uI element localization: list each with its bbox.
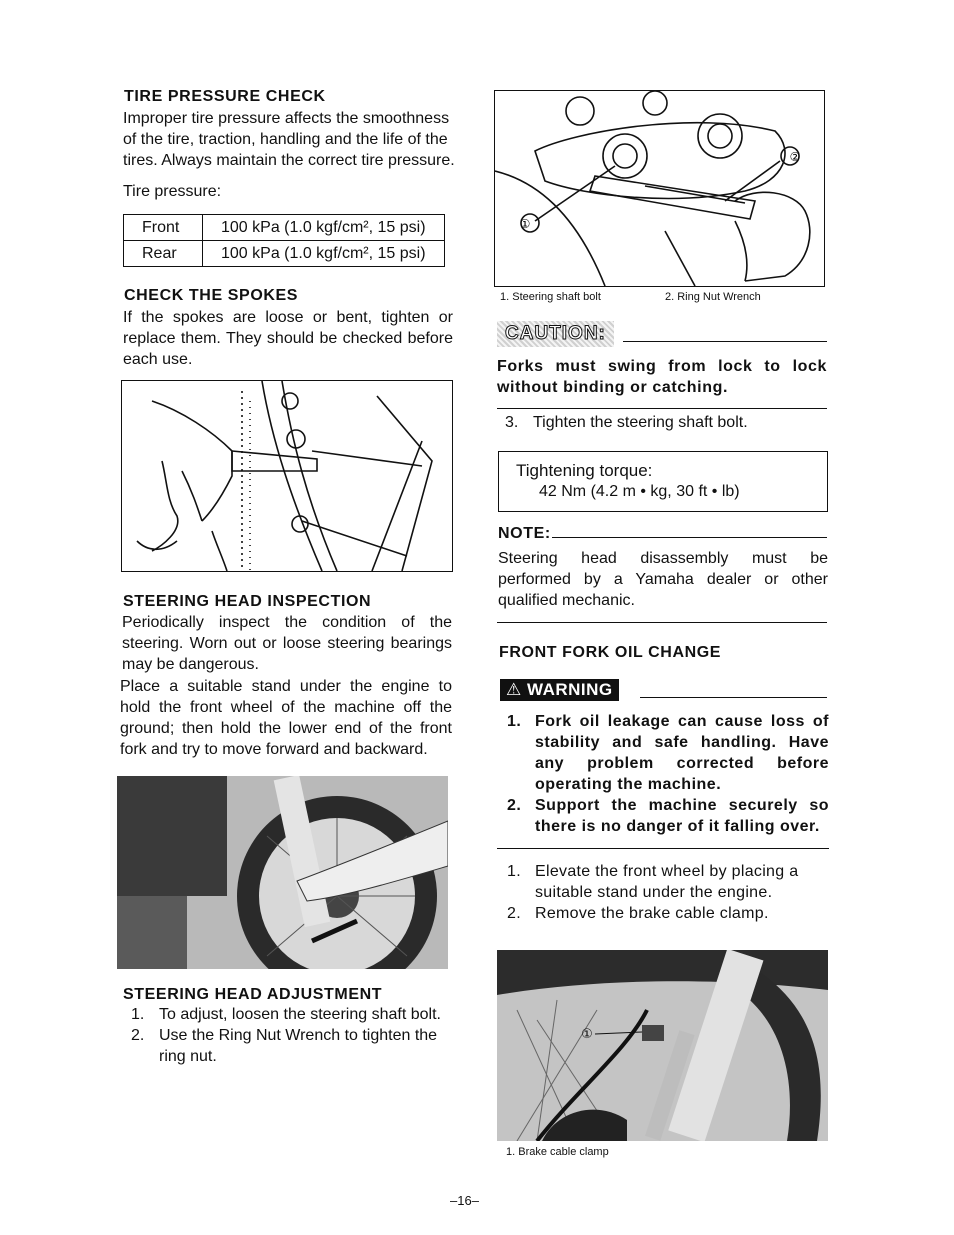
note-rule — [552, 537, 827, 538]
inspection-heading: STEERING HEAD INSPECTION — [123, 593, 372, 610]
fork-oil-heading: FRONT FORK OIL CHANGE — [499, 644, 722, 661]
list-number: 1. — [507, 863, 521, 880]
steering-inspection-photo-drawing — [117, 776, 448, 969]
brake-cable-clamp-photo — [497, 950, 828, 1141]
fork-steps-list — [497, 861, 830, 924]
warning-badge — [500, 679, 619, 701]
caution-label: CAUTION: — [497, 321, 614, 347]
adjustment-heading: STEERING HEAD ADJUSTMENT — [123, 986, 383, 1003]
caution-end-rule — [497, 408, 827, 409]
list-item — [497, 795, 829, 837]
list-number: 2. — [507, 797, 522, 814]
list-number: 1. — [131, 1006, 145, 1023]
step-3-list — [495, 412, 825, 433]
list-text: To adjust, loosen the steering shaft bolt. — [159, 1006, 441, 1023]
spokes-body: If the spokes are loose or bent, tighten or replace them. They should be checked before each use. — [123, 309, 453, 368]
warning-list — [497, 711, 829, 837]
list-number: 3. — [505, 414, 519, 431]
warning-rule — [640, 697, 827, 698]
list-number: 1. — [507, 713, 522, 730]
list-number: 2. — [131, 1027, 145, 1044]
tire-position-cell: Front — [124, 215, 203, 241]
callout-1: ① — [581, 1027, 593, 1042]
note-end-rule — [497, 622, 827, 623]
fig1-caption-2: 2. Ring Nut Wrench — [665, 291, 761, 303]
list-text: Tighten the steering shaft bolt. — [533, 414, 748, 431]
list-text: Use the Ring Nut Wrench to tighten the ring nut. — [159, 1027, 438, 1065]
tire-pressure-table — [123, 214, 445, 267]
torque-box — [498, 451, 828, 512]
tire-pressure-heading: TIRE PRESSURE CHECK — [124, 88, 326, 105]
spokes-heading: CHECK THE SPOKES — [124, 287, 299, 304]
list-text: Fork oil leakage can cause loss of stability and safe handling. Have any problem corrected before operating the machine. — [535, 713, 829, 793]
table-row — [124, 215, 445, 241]
brake-cable-clamp-photo-drawing — [497, 950, 828, 1141]
table-row — [124, 241, 445, 267]
list-item — [121, 1025, 453, 1067]
warning-end-rule — [497, 848, 829, 849]
note-text: Steering head disassembly must be performed by a Yamaha dealer or other qualified mechanic. — [498, 550, 828, 609]
page-number: –16– — [450, 1193, 479, 1208]
torque-label: Tightening torque: — [516, 461, 653, 480]
torque-value: 42 Nm (4.2 m • kg, 30 ft • lb) — [539, 483, 740, 500]
spoke-wrench-drawing — [122, 381, 452, 571]
tire-pressure-label: Tire pressure: — [123, 183, 222, 200]
adjustment-list — [121, 1004, 453, 1067]
list-item — [121, 1004, 453, 1025]
list-item — [497, 903, 830, 924]
inspection-body-2: Place a suitable stand under the engine to hold the front wheel of the machine off the ground; then hold the lower end of the front fork and try to move forward and backward. — [120, 678, 452, 758]
ring-nut-wrench-illustration — [494, 90, 825, 287]
caution-rule — [623, 341, 827, 342]
warning-label: WARNING — [526, 680, 613, 699]
caution-text: Forks must swing from lock to lock without binding or catching. — [497, 358, 827, 396]
note-label: NOTE: — [498, 525, 551, 542]
list-text: Elevate the front wheel by placing a suitable stand under the engine. — [535, 863, 799, 901]
inspection-body-1: Periodically inspect the condition of the steering. Worn out or loose steering bearings may be dangerous. — [122, 614, 452, 673]
tire-pressure-cell: 100 kPa (1.0 kgf/cm², 15 psi) — [203, 215, 445, 241]
list-item — [495, 412, 825, 433]
ring-nut-wrench-drawing — [495, 91, 824, 286]
list-text: Support the machine securely so there is no danger of it falling over. — [535, 797, 829, 835]
list-item — [497, 861, 830, 903]
fig1-caption-1: 1. Steering shaft bolt — [500, 291, 601, 303]
callout-1: ① — [519, 217, 531, 231]
tire-position-cell: Rear — [124, 241, 203, 267]
warning-icon: ⚠ — [506, 680, 522, 699]
tire-pressure-cell: 100 kPa (1.0 kgf/cm², 15 psi) — [203, 241, 445, 267]
list-item — [497, 711, 829, 795]
callout-2: ② — [789, 150, 801, 164]
fig2-caption: 1. Brake cable clamp — [506, 1146, 609, 1158]
spoke-wrench-illustration — [121, 380, 453, 572]
list-text: Remove the brake cable clamp. — [535, 905, 769, 922]
list-number: 2. — [507, 905, 521, 922]
steering-inspection-photo — [117, 776, 448, 969]
tire-pressure-body: Improper tire pressure affects the smoothness of the tire, traction, handling and the life of the tires. Always maintain the correct tire pressure. — [123, 110, 455, 169]
